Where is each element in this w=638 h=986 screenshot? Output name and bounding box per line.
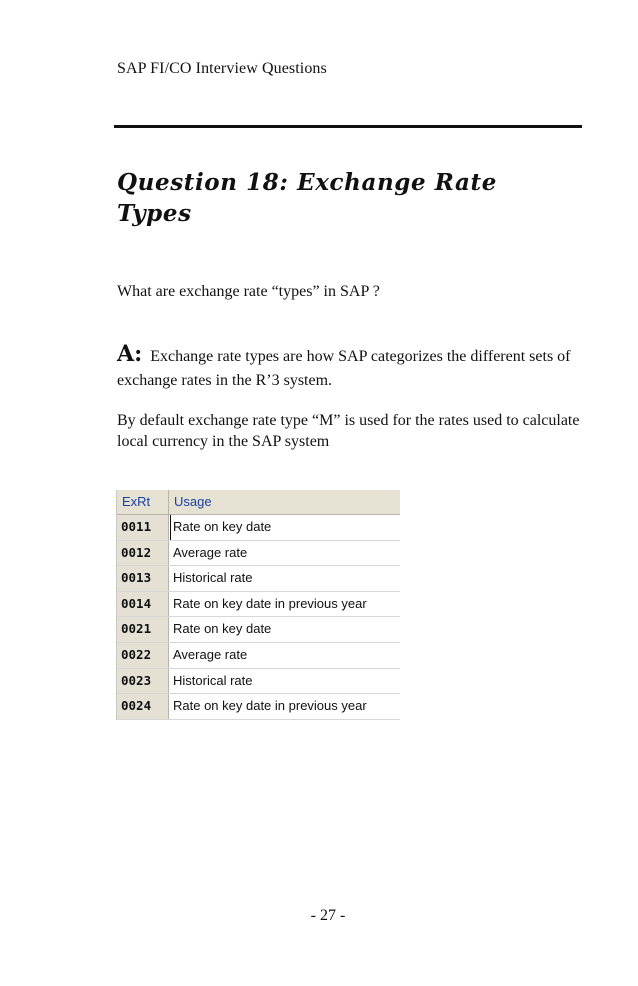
usage-cell[interactable]: Average rate: [173, 544, 248, 560]
header-divider: [114, 125, 582, 128]
exrt-code[interactable]: 0024: [117, 694, 169, 719]
table-row[interactable]: [117, 617, 400, 643]
exrt-code[interactable]: 0022: [117, 643, 169, 668]
table-row[interactable]: [117, 592, 400, 618]
exrt-code[interactable]: 0013: [117, 566, 169, 591]
usage-cell[interactable]: Average rate: [173, 646, 248, 662]
answer-paragraph: [117, 342, 587, 393]
table-row[interactable]: [117, 541, 400, 567]
question-title: Question 18: Exchange Rate Types: [117, 169, 497, 227]
table-row[interactable]: [117, 694, 400, 720]
answer-label: A:: [117, 341, 143, 367]
table-row[interactable]: [117, 515, 400, 541]
column-header-exrt[interactable]: ExRt: [117, 490, 169, 514]
default-rate-paragraph: By default exchange rate type “M” is used for the rates used to calculate local currency in the SAP system: [117, 412, 580, 450]
table-row[interactable]: [117, 566, 400, 592]
usage-cell[interactable]: Rate on key date in previous year: [173, 595, 367, 611]
usage-cell[interactable]: Rate on key date: [170, 515, 400, 540]
table-row[interactable]: [117, 669, 400, 695]
exrt-code[interactable]: 0023: [117, 669, 169, 694]
usage-cell[interactable]: Rate on key date: [173, 621, 272, 637]
usage-cell[interactable]: Historical rate: [173, 672, 253, 688]
answer-text: Exchange rate types are how SAP categorizes the different sets of exchange rates in the R’3 system.: [117, 348, 571, 389]
exchange-rate-types-table: [116, 490, 400, 720]
question-text: What are exchange rate “types” in SAP ?: [117, 283, 380, 300]
table-header: [117, 490, 400, 515]
exrt-code[interactable]: 0014: [117, 592, 169, 617]
page-number: - 27 -: [310, 907, 346, 924]
usage-cell[interactable]: Historical rate: [173, 570, 253, 586]
running-header: SAP FI/CO Interview Questions: [117, 60, 327, 77]
usage-cell[interactable]: Rate on key date in previous year: [173, 698, 367, 714]
column-header-usage[interactable]: Usage: [174, 494, 212, 509]
exrt-code[interactable]: 0011: [117, 515, 169, 540]
table-row[interactable]: [117, 643, 400, 669]
exrt-code[interactable]: 0021: [117, 617, 169, 642]
exrt-code[interactable]: 0012: [117, 541, 169, 566]
